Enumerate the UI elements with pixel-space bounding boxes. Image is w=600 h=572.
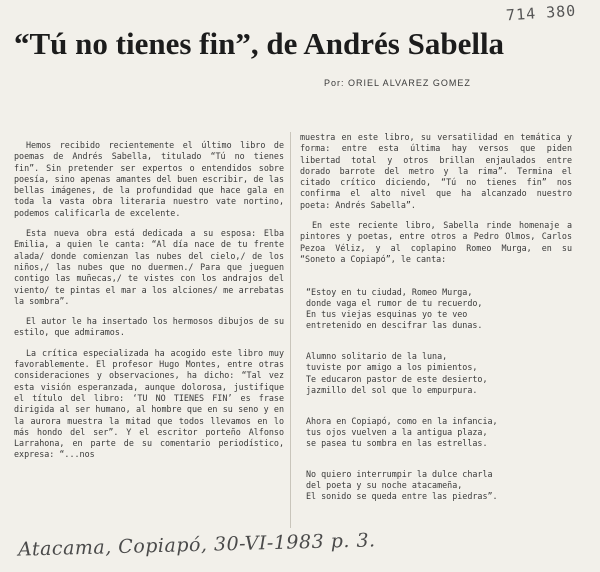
handwritten-source-note: Atacama, Copiapó, 30-VI-1983 p. 3.: [17, 529, 376, 561]
paragraph: muestra en este libro, su versatilidad en temática y forma: entre esta última hay versos que piden libertad total y otros brillan enjaulados entre dorado barrote del metro y la rima”. Termina el citado crítico diciendo, “Tú no tienes fin” nos confirma el alto nivel que ha alcanzado nuestro poeta: Andrés Sabella”.: [300, 132, 572, 210]
archive-number: 714 380: [505, 1, 577, 25]
left-column: [14, 140, 284, 470]
article-byline: Por: ORIEL ALVAREZ GOMEZ: [324, 78, 471, 88]
right-column: [300, 132, 572, 522]
poem-stanza: Alumno solitario de la luna, tuviste por amigo a los pimientos, Te educaron pastor de este desierto, jazmillo del sol que lo empurpura.: [306, 351, 488, 395]
poem-stanza: Ahora en Copiapó, como en la infancia, tus ojos vuelven a la antigua plaza, se pasea tu sombra en las estrellas.: [306, 415, 498, 449]
paragraph: La crítica especializada ha acogido este libro muy favorablemente. El profesor Hugo Montes, entre otras consideraciones y observaciones, ha dicho: “Tal vez esta visión esperanzada, aunque dolorosa, justifique el título del libro: ‘TU NO TIENES FIN’ es frase dirigida al ser humano, al hombre que en su seno y en la aurora muestra la mitad que todos llevamos en lo más hondo del ser”. Y el escritor porteño Alfonso Larrahona, en parte de su comentario periodístico, expresa: “...nos: [14, 347, 284, 460]
paragraph: El autor le ha insertado los hermosos dibujos de su estilo, que admiramos.: [14, 316, 284, 338]
poem: [306, 275, 572, 522]
poem-stanza: No quiero interrumpir la dulce charla del poeta y su noche atacameña, El sonido se queda entre las piedras”.: [306, 468, 498, 502]
column-divider: [290, 132, 291, 528]
poem-stanza: “Estoy en tu ciudad, Romeo Murga, donde vaga el rumor de tu recuerdo, En tus viejas esquinas yo te veo entretenido en descifrar las dunas.: [306, 286, 483, 331]
paragraph: Hemos recibido recientemente el último libro de poemas de Andrés Sabella, titulado “Tú no tienes fin”. Sin pretender ser expertos o entendidos sobre poesía, sino apenas amantes del buen escribir, de las bellas imágenes, de la profundidad que hace gala en toda la vasta obra literaria nuestro vate nortino, podemos calificarla de excelente.: [14, 140, 284, 218]
paragraph: En este reciente libro, Sabella rinde homenaje a pintores y poetas, entre otros a Pedro Olmos, Carlos Pezoa Véliz, y al coplapino Romeo Murga, en su “Soneto a Copiapó”, le canta:: [300, 220, 572, 264]
article-title: “Tú no tienes fin”, de Andrés Sabella: [14, 26, 505, 61]
paragraph: Esta nueva obra está dedicada a su esposa: Elba Emilia, a quien le canta: “Al día nace de tu frente alada/ donde comienzan las nubes del cielo,/ de los niños,/ las nubes que no duermen./ Para que jueguen contigo las muñecas,/ te vistes con los andrajos del viento/ te pintas el mar a los alciones/ me arrebatas la sombra”.: [14, 228, 284, 306]
